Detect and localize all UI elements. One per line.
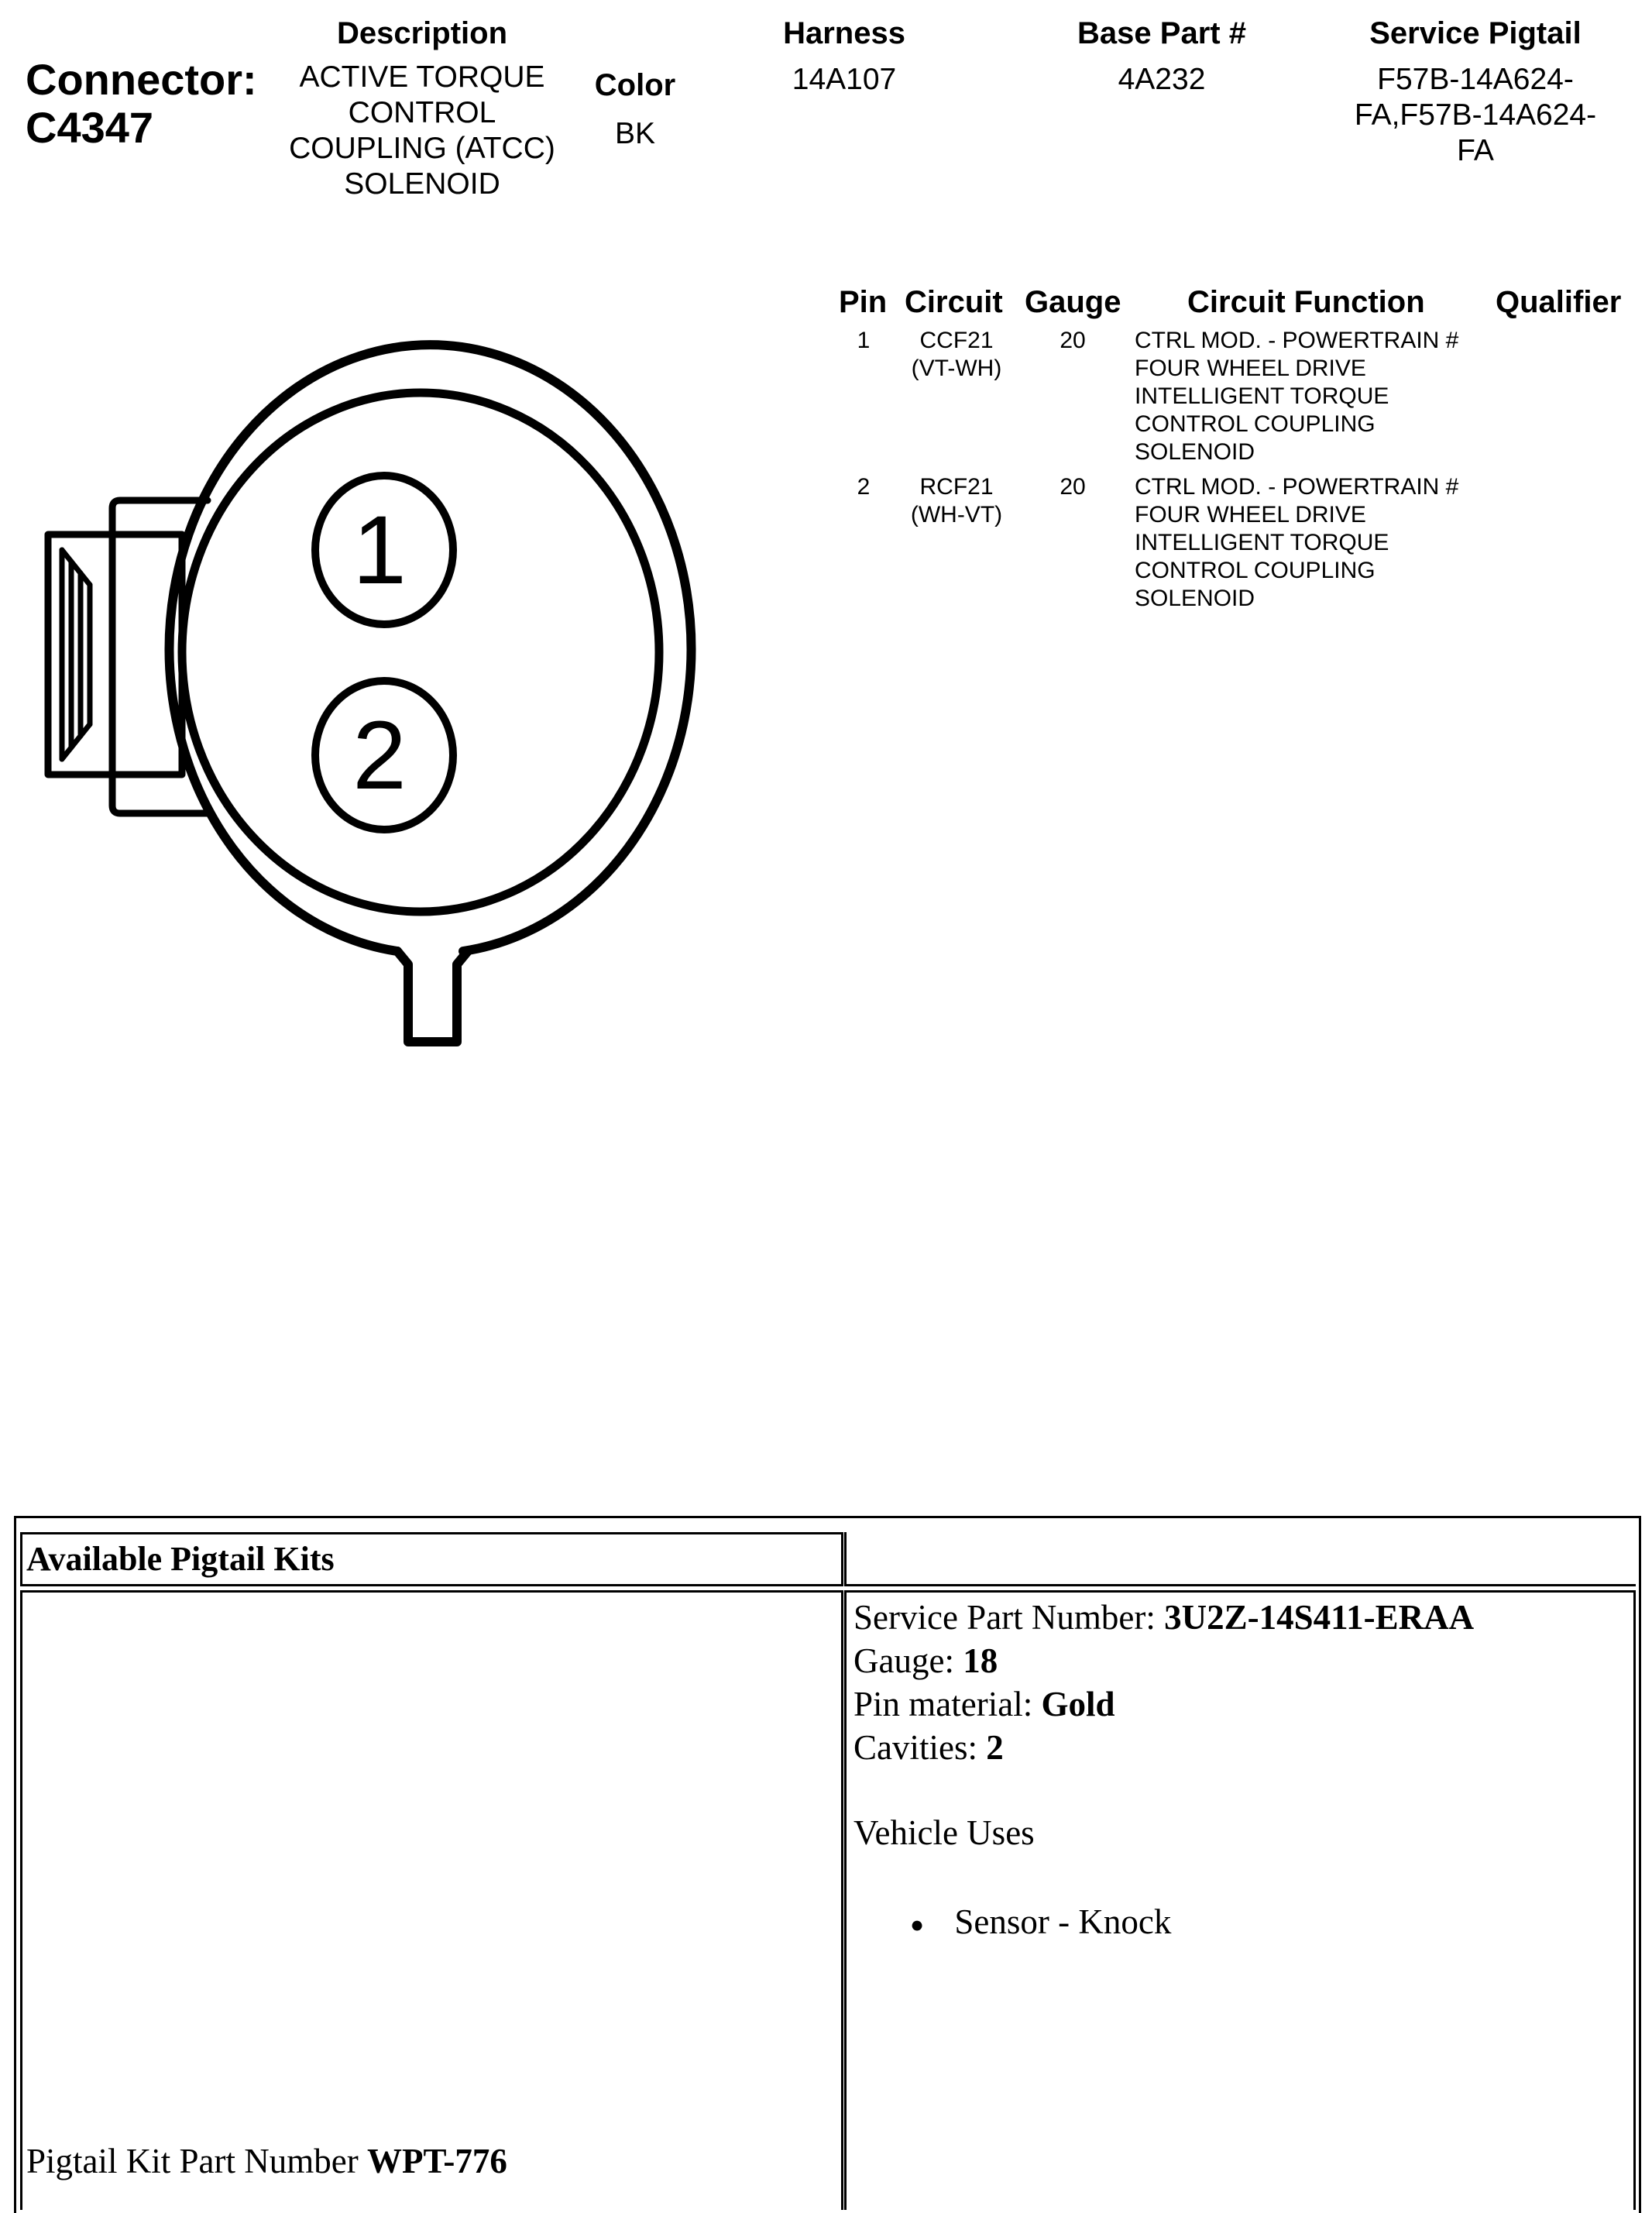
wire-gauge: 20 [1060,474,1086,500]
pin-table-circuit-header: Circuit [905,285,1003,319]
pin-table-function-header: Circuit Function [1187,285,1425,319]
pin-number: 1 [857,328,871,353]
pigtail-kit-part-number [26,2139,507,2183]
kit-gauge [853,1639,998,1682]
description-line: ACTIVE TORQUE [299,60,545,94]
connector-id: C4347 [26,103,154,152]
circuit-function [1135,473,1458,613]
function-line: CONTROL COUPLING [1135,558,1376,583]
connector-inner-ring [182,393,659,912]
function-line: FOUR WHEEL DRIVE [1135,356,1366,381]
connector-key-tab [397,951,468,1042]
pin-1-label: 1 [352,497,407,604]
function-line: CTRL MOD. - POWERTRAIN # [1135,474,1459,500]
wire-color: (VT-WH) [911,356,1002,381]
circuit-name: CCF21 [919,328,994,353]
function-line: INTELLIGENT TORQUE [1135,530,1389,555]
function-line: CTRL MOD. - POWERTRAIN # [1135,328,1459,353]
kit-gauge-value: 18 [963,1641,998,1680]
kit-part-number-label: Pigtail Kit Part Number [26,2142,367,2180]
pin-table-qualifier-header: Qualifier [1496,285,1622,319]
description-line: COUPLING (ATCC) [289,132,555,165]
vehicle-uses-label: Vehicle Uses [853,1813,1035,1852]
service-part-number-label: Service Part Number: [853,1598,1165,1637]
vehicle-use-item [910,1900,1171,1947]
service-part-number-value: 3U2Z-14S411-ERAA [1164,1598,1475,1637]
cavities-value: 2 [986,1728,1004,1767]
harness-value: 14A107 [792,63,897,96]
circuit-name: RCF21 [919,474,994,500]
description-line: SOLENOID [344,167,500,201]
service-pigtail-header: Service Pigtail [1369,16,1582,50]
cavities [853,1726,1004,1769]
pigtail-kits-empty-cell [844,1532,1636,1586]
base-part-value: 4A232 [1118,63,1206,96]
service-pigtail-line: FA [1457,134,1494,167]
service-pigtail-line: F57B-14A624- [1377,63,1574,96]
description-header: Description [336,16,508,50]
kit-part-number-value: WPT-776 [366,2142,507,2180]
connector-outer-shell [170,345,692,951]
circuit-function [1135,327,1458,466]
pin-material-value: Gold [1041,1685,1115,1723]
pin-material-label: Pin material: [853,1685,1042,1723]
kit-gauge-label: Gauge: [853,1641,963,1680]
description-line: CONTROL [348,96,496,129]
function-line: CONTROL COUPLING [1135,411,1376,437]
connector-label: Connector: [26,55,257,104]
cavities-label: Cavities: [853,1728,987,1767]
vehicle-use-text: Sensor - Knock [954,1902,1172,1941]
pin-2-label: 2 [352,702,407,809]
color-header: Color [594,68,676,102]
wire-color: (WH-VT) [910,502,1003,527]
bullet-icon: ● [910,1912,925,1938]
circuit-id [891,327,1022,383]
wire-gauge: 20 [1060,328,1086,353]
pin-table-pin-header: Pin [839,285,888,319]
function-line: FOUR WHEEL DRIVE [1135,502,1366,527]
pin-number: 2 [857,474,871,500]
circuit-id [891,473,1022,529]
service-pigtail-line: FA,F57B-14A624- [1354,98,1597,132]
function-line: SOLENOID [1135,439,1255,465]
harness-header: Harness [783,16,905,50]
function-line: SOLENOID [1135,586,1255,611]
function-line: INTELLIGENT TORQUE [1135,383,1389,409]
pin-material [853,1682,1115,1726]
pigtail-kits-header: Available Pigtail Kits [26,1540,335,1578]
color-value: BK [614,117,656,150]
pin-table-gauge-header: Gauge [1025,285,1121,319]
base-part-header: Base Part # [1077,16,1246,50]
pigtail-kit-image-cell [20,1590,843,2210]
service-part-number [853,1596,1474,1639]
